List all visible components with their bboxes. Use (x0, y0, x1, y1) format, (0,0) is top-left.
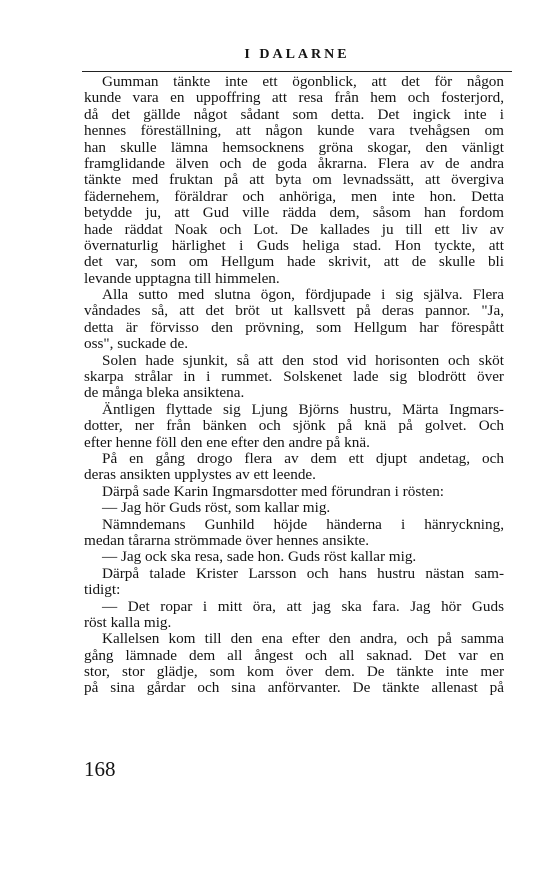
text-line: övernaturlig härlighet i Guds heliga stad. Hon tyckte, att (84, 236, 504, 254)
text-line: Solen hade sjunkit, så att den stod vid horisonten och sköt (102, 351, 504, 369)
text-line: på sina gårdar och sina anförvanter. De tänkte allenast på (84, 679, 504, 697)
text-line: de många bleka ansiktena. (84, 384, 245, 402)
text-line: Därpå talade Krister Larsson och hans hustru nästan sam- (102, 564, 504, 582)
text-line: fädernehem, föräldrar och anhöriga, men inte hon. Detta (84, 187, 504, 205)
text-line: gång lämnade dem all ångest och all saknad. Det var en (84, 646, 504, 664)
page-number: 168 (84, 757, 116, 781)
text-line: medan tårarna strömmade över hennes ansikte. (84, 531, 370, 549)
text-line: Gumman tänkte inte ett ögonblick, att det för någon (102, 73, 504, 90)
text-line: Nämndemans Gunhild höjde händerna i hänryckning, (102, 515, 504, 533)
text-line: stor, stor glädje, som kom över dem. De tänkte inte mer (84, 663, 504, 681)
text-line: våndades så, att det bröt ut kallsvett på deras pannor. "Ja, (84, 302, 504, 320)
text-line: efter henne föll den ene efter den andre på knä. (84, 433, 370, 451)
running-head: I DALARNE (244, 47, 350, 62)
text-line: — Det ropar i mitt öra, att jag ska fara. Jag hör Guds (102, 597, 504, 615)
text-line: oss", suckade de. (84, 335, 189, 353)
text-line: På en gång drogo flera av dem ett djupt andetag, och (102, 449, 504, 467)
text-line: Kallelsen kom till den ena efter den andra, och på samma (102, 630, 504, 648)
text-line: tänkte med fruktan på att byta om levnadssätt, att övergiva (84, 171, 504, 189)
text-line: levande upptagna till himmelen. (84, 269, 280, 287)
text-line: det var, som om Hellgum hade skrivit, att de skulle bli (84, 253, 504, 271)
text-line: framglidande älven och de goda åkrarna. Flera av de andra (84, 154, 504, 172)
text-line: skarpa strålar in i rummet. Solskenet lade sig blodrött över (84, 368, 504, 386)
body-text (84, 74, 504, 697)
text-line: röst kalla mig. (84, 613, 172, 631)
header-rule (82, 71, 512, 72)
text-line: betydde ju, att Gud ville rädda dem, såsom han fordom (84, 204, 504, 222)
text-line: Därpå sade Karin Ingmarsdotter med förundran i rösten: (102, 482, 445, 500)
text-line: — Jag ock ska resa, sade hon. Guds röst kallar mig. (102, 548, 417, 566)
text-line: han skulle lämna hemsocknens gröna skogar, den vänligt (84, 138, 504, 156)
text-line: hade räddat Noak och Lot. De kallades ju till ett liv av (84, 220, 504, 238)
text-line: dotter, ner från bänken och sjönk på knä på golvet. Och (84, 417, 504, 435)
text-line: — Jag hör Guds röst, som kallar mig. (102, 499, 331, 517)
text-line: kunde vara en uppoffring att resa från hem och fosterjord, (84, 89, 504, 107)
text-line: deras ansikten upplystes av ett leende. (84, 466, 316, 484)
text-line: Äntligen flyttade sig Ljung Björns hustru, Märta Ingmars- (102, 400, 504, 418)
text-line: då det gällde något sådant som detta. Det ingick inte i (84, 105, 504, 123)
text-line: Alla sutto med slutna ögon, fördjupade i sig själva. Flera (102, 286, 504, 304)
text-line: hennes föreställning, att någon kunde vara tvehågsen om (84, 122, 504, 140)
text-line: detta är förvisso den prövning, som Hellgum har förespått (84, 318, 504, 336)
text-line: tidigt: (84, 581, 121, 599)
